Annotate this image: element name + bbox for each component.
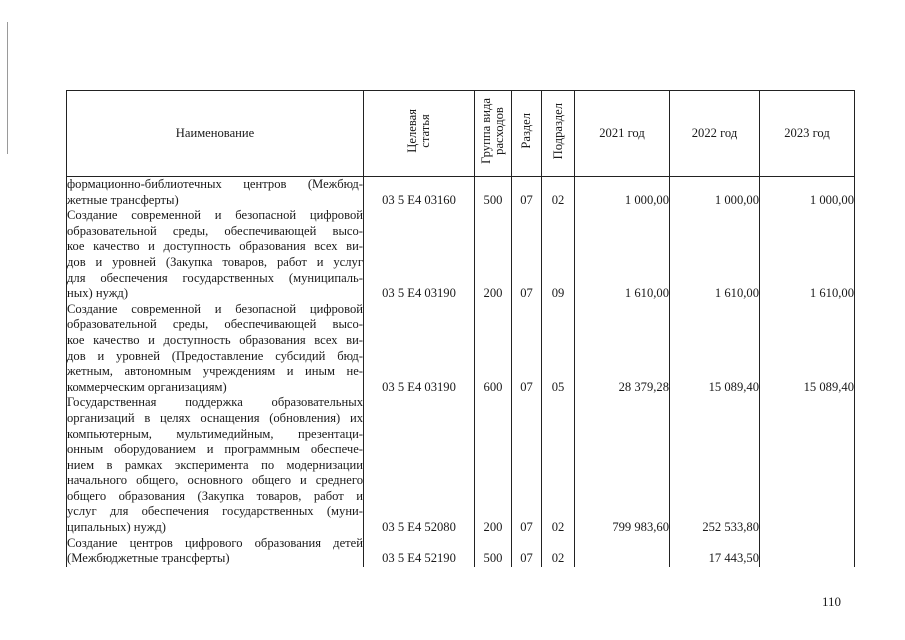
header-target-article-label bbox=[406, 109, 432, 153]
row-name-cell bbox=[67, 177, 364, 209]
row-subsection: 02 bbox=[542, 395, 575, 535]
header-target-article-line1: Целевая bbox=[405, 109, 419, 154]
scan-edge-line bbox=[7, 22, 8, 154]
row-amount-2022: 17 443,50 bbox=[670, 536, 760, 567]
row-name-line: начального общего, основного общего и среднего bbox=[67, 473, 363, 488]
row-name-line: компьютерным, мультимедийным, презентаци- bbox=[67, 426, 363, 441]
row-name-line: дов и уровней (Закупка товаров, работ и услуг bbox=[67, 254, 363, 269]
row-name-line: онным оборудованием и программным обеспече- bbox=[67, 442, 363, 457]
row-name-line: нием в рамках эксперимента по модернизации bbox=[67, 457, 363, 472]
header-expense-group-line1: Группа вида bbox=[479, 98, 493, 165]
table-header-row bbox=[67, 91, 855, 177]
row-name-line: для обеспечения государственных (муниципаль- bbox=[67, 270, 363, 285]
header-target-article-line2: статья bbox=[418, 114, 432, 148]
row-section: 07 bbox=[512, 395, 542, 535]
header-year-2023 bbox=[760, 91, 855, 177]
row-name-line: Государственная поддержка образовательных bbox=[67, 395, 363, 410]
row-expense-group: 200 bbox=[475, 208, 512, 302]
row-amount-2021 bbox=[575, 536, 670, 567]
row-amount-2022: 1 000,00 bbox=[670, 177, 760, 209]
table-row bbox=[67, 536, 855, 567]
row-name-line: ных) нужд) bbox=[67, 286, 129, 301]
row-amount-2023: 1 000,00 bbox=[760, 177, 855, 209]
row-amount-2021: 28 379,28 bbox=[575, 302, 670, 396]
row-expense-group: 600 bbox=[475, 302, 512, 396]
table-row bbox=[67, 302, 855, 396]
row-target-article: 03 5 Е4 52190 bbox=[364, 536, 475, 567]
header-year-2021 bbox=[575, 91, 670, 177]
row-name-line: Создание современной и безопасной цифровой bbox=[67, 301, 363, 316]
row-amount-2022: 252 533,80 bbox=[670, 395, 760, 535]
row-amount-2023 bbox=[760, 536, 855, 567]
header-name-label: Наименование bbox=[175, 125, 255, 140]
row-subsection: 05 bbox=[542, 302, 575, 396]
header-subsection-label: Подраздел bbox=[550, 103, 565, 160]
row-name-line: услуг для обеспечения государственных (муни- bbox=[67, 504, 363, 519]
row-name-line: кое качество и доступность образования всех ви- bbox=[67, 239, 363, 254]
header-year-2023-label: 2023 год bbox=[784, 125, 830, 140]
row-subsection: 02 bbox=[542, 177, 575, 209]
page-number: 110 bbox=[822, 594, 842, 609]
row-name-cell bbox=[67, 302, 364, 396]
header-expense-group-label bbox=[480, 98, 506, 164]
row-expense-group: 500 bbox=[475, 536, 512, 567]
row-name-line: коммерческим организациям) bbox=[67, 379, 227, 394]
table-row bbox=[67, 208, 855, 302]
row-amount-2023: 1 610,00 bbox=[760, 208, 855, 302]
row-name-line: образовательной среды, обеспечивающей высо- bbox=[67, 317, 363, 332]
row-section: 07 bbox=[512, 536, 542, 567]
header-section-label: Раздел bbox=[519, 113, 533, 150]
row-name-line: организаций в целях оснащения (обновления) их bbox=[67, 410, 363, 425]
row-target-article: 03 5 Е4 52080 bbox=[364, 395, 475, 535]
row-expense-group: 500 bbox=[475, 177, 512, 209]
row-name-cell bbox=[67, 395, 364, 535]
row-amount-2021: 1 000,00 bbox=[575, 177, 670, 209]
table-row bbox=[67, 177, 855, 209]
row-section: 07 bbox=[512, 208, 542, 302]
header-year-2022 bbox=[670, 91, 760, 177]
row-section: 07 bbox=[512, 177, 542, 209]
row-expense-group: 200 bbox=[475, 395, 512, 535]
row-name-line: жетным, автономным учреждениям и иным не- bbox=[67, 364, 363, 379]
row-target-article: 03 5 Е4 03190 bbox=[364, 208, 475, 302]
header-section bbox=[512, 91, 542, 177]
row-subsection: 02 bbox=[542, 536, 575, 567]
row-name-line: дов и уровней (Предоставление субсидий бюд- bbox=[67, 348, 363, 363]
row-name-line: образовательной среды, обеспечивающей высо- bbox=[67, 223, 363, 238]
row-section: 07 bbox=[512, 302, 542, 396]
row-amount-2022: 15 089,40 bbox=[670, 302, 760, 396]
row-amount-2023: 15 089,40 bbox=[760, 302, 855, 396]
header-year-2022-label: 2022 год bbox=[691, 125, 738, 140]
header-name bbox=[67, 91, 364, 177]
row-name-cell bbox=[67, 536, 364, 567]
header-year-2021-label: 2021 год bbox=[599, 125, 645, 140]
row-name-line: Создание современной и безопасной цифровой bbox=[67, 208, 363, 223]
row-name-line: (Межбюджетные трансферты) bbox=[67, 551, 230, 566]
table-row bbox=[67, 395, 855, 535]
budget-table bbox=[66, 90, 855, 567]
row-name-line: Создание центров цифрового образования детей bbox=[67, 535, 363, 550]
row-name-line: кое качество и доступность образования всех ви- bbox=[67, 332, 363, 347]
row-name-line: ципальных) нужд) bbox=[67, 520, 166, 535]
row-name-line: общего образования (Закупка товаров, работ и bbox=[67, 488, 363, 503]
row-subsection: 09 bbox=[542, 208, 575, 302]
header-subsection bbox=[542, 91, 575, 177]
row-amount-2021: 1 610,00 bbox=[575, 208, 670, 302]
row-amount-2021: 799 983,60 bbox=[575, 395, 670, 535]
row-name-line: жетные трансферты) bbox=[67, 192, 179, 207]
row-name-line: формационно-библиотечных центров (Межбюд- bbox=[67, 177, 363, 191]
row-target-article: 03 5 Е4 03190 bbox=[364, 302, 475, 396]
row-name-cell bbox=[67, 208, 364, 302]
row-amount-2022: 1 610,00 bbox=[670, 208, 760, 302]
header-expense-group-line2: расходов bbox=[492, 107, 506, 156]
row-amount-2023 bbox=[760, 395, 855, 535]
header-expense-group bbox=[475, 91, 512, 177]
header-target-article bbox=[364, 91, 475, 177]
row-target-article: 03 5 Е4 03160 bbox=[364, 177, 475, 209]
